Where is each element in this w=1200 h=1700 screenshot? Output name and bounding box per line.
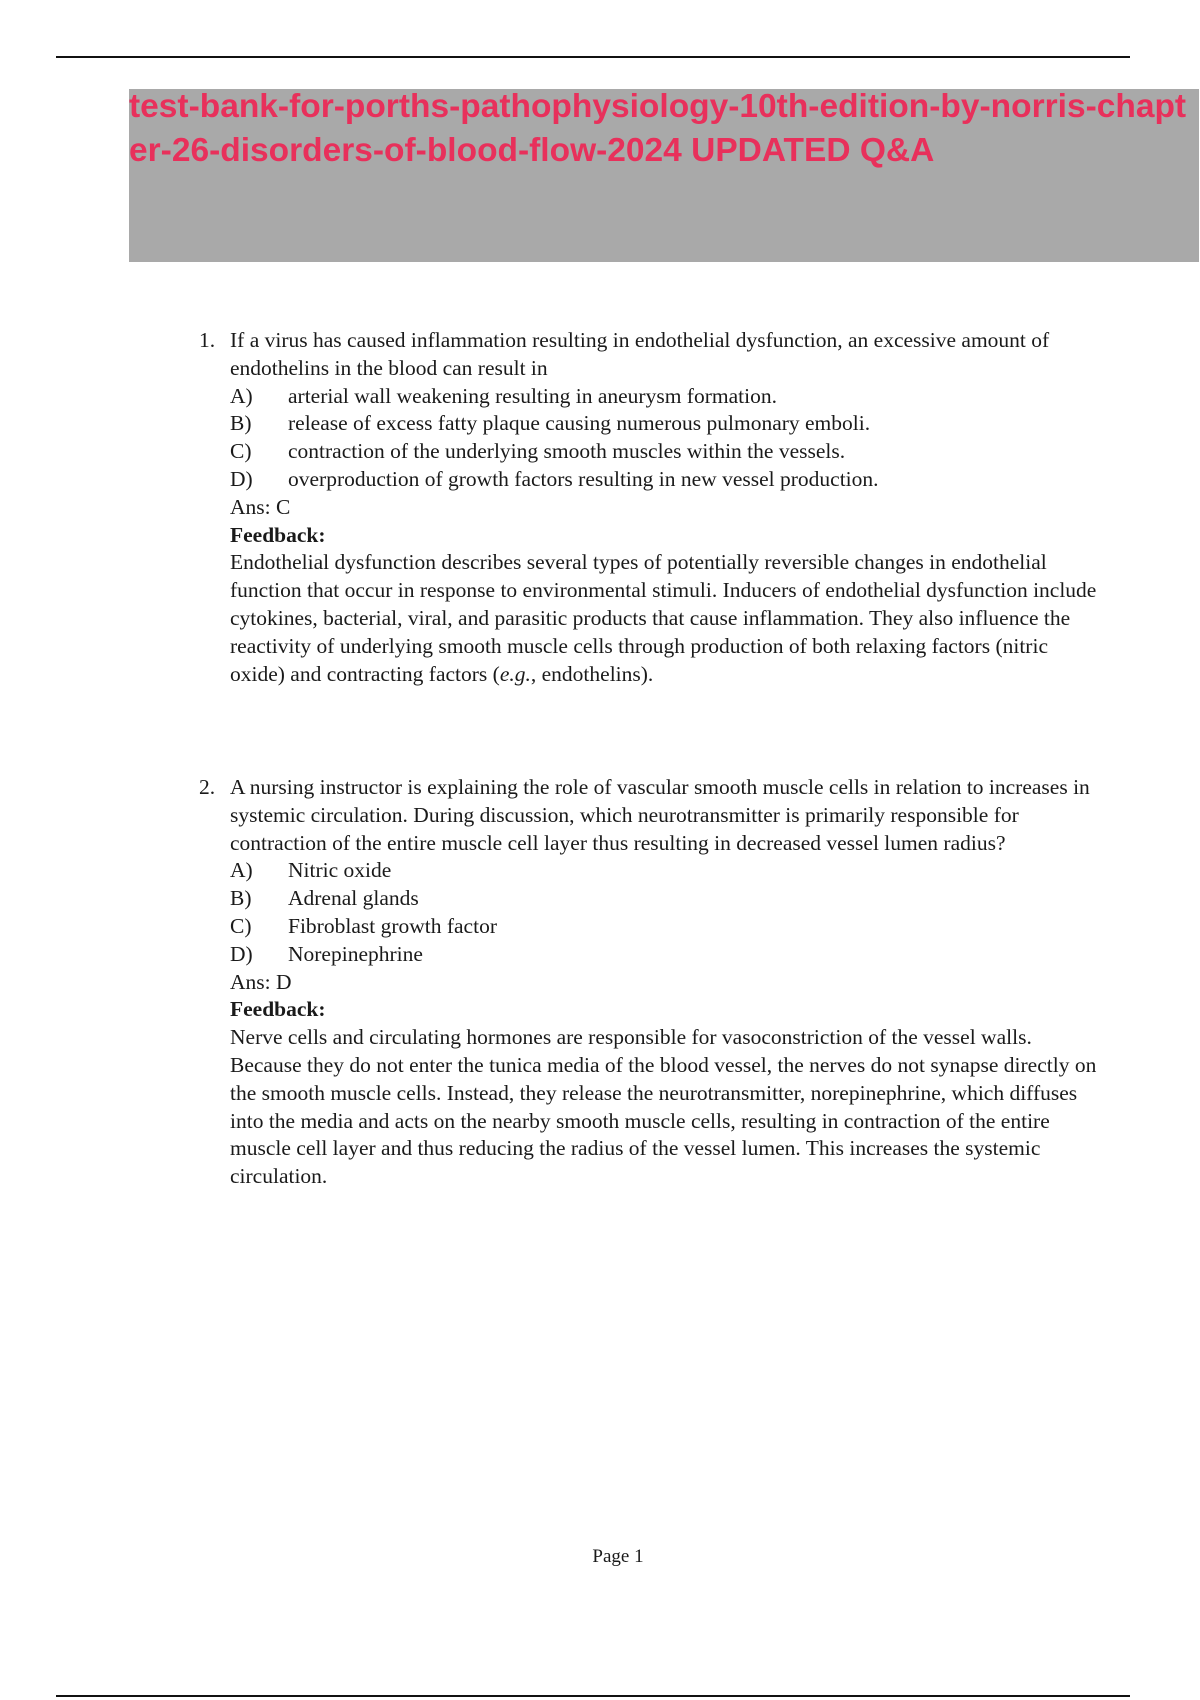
question-number: 1. (199, 328, 216, 352)
option-a (230, 383, 1099, 411)
feedback-body: Endothelial dysfunction describes several types of potentially reversible changes in endothelial function that occur in response to environmental stimuli. Inducers of endothelial dysfunction include cytokines, bacterial, viral, and parasitic products that cause inflammation. They also influence the reactivity of underlying smooth muscle cells through production of both relaxing factors (nitric oxide) and contracting factors ( (230, 550, 1097, 686)
question-text: A nursing instructor is explaining the role of vascular smooth muscle cells in relation to increases in systemic circulation. During discussion, which neurotransmitter is primarily responsible for contraction of the entire muscle cell layer thus resulting in decreased vessel lumen radius? (230, 775, 1090, 855)
feedback-italic: e.g. (499, 661, 531, 686)
question-text: If a virus has caused inflammation resulting in endothelial dysfunction, an excessive amount of endothelins in the blood can result in (230, 328, 1050, 380)
question-stem (199, 327, 1099, 383)
question-stem (199, 774, 1099, 857)
option-letter: C) (230, 439, 252, 464)
top-rule (56, 56, 1130, 58)
question-number: 2. (199, 775, 216, 799)
option-d (230, 941, 1099, 969)
feedback-text: Nerve cells and circulating hormones are responsible for vasoconstriction of the vessel walls. Because they do not enter the tunica media of the blood vessel, the nerves do not synapse directly on the smooth muscle cells. Instead, they release the neurotransmitter, norepinephrine, which diffuses into the media and acts on the nearby smooth muscle cells, resulting in contraction of the entire muscle cell layer and thus reducing the radius of the vessel lumen. This increases the systemic circulation. (230, 1025, 1097, 1189)
option-letter: C) (230, 913, 252, 938)
option-text: Nitric oxide (288, 858, 392, 883)
option-text: arterial wall weakening resulting in aneurysm formation. (288, 383, 777, 408)
answer-key: Ans: C (230, 494, 291, 519)
option-c (230, 913, 1099, 941)
option-b (230, 885, 1099, 913)
document-title: test-bank-for-porths-pathophysiology-10th-edition-by-norris-chapter-26-disorders-of-blood-flow-2024 UPDATED Q&A (129, 88, 1187, 169)
option-a (230, 857, 1099, 885)
option-text: Adrenal glands (288, 886, 419, 911)
option-letter: A) (230, 383, 253, 408)
option-text: overproduction of growth factors resulting in new vessel production. (288, 466, 879, 491)
option-letter: A) (230, 858, 253, 883)
option-text: Norepinephrine (288, 941, 423, 966)
option-letter: B) (230, 886, 252, 911)
option-c (230, 438, 1099, 466)
option-letter: D) (230, 466, 253, 491)
answer-key: Ans: D (230, 969, 292, 994)
feedback-text (199, 549, 1099, 688)
option-letter: B) (230, 411, 252, 436)
question-1 (199, 327, 1099, 688)
option-b (230, 410, 1099, 438)
page-number: Page 1 (592, 1546, 644, 1567)
feedback-tail: , endothelins). (530, 661, 654, 686)
option-letter: D) (230, 941, 253, 966)
feedback-label: Feedback: (230, 997, 326, 1022)
option-text: release of excess fatty plaque causing numerous pulmonary emboli. (288, 411, 871, 436)
option-d (230, 466, 1099, 494)
question-2 (199, 774, 1099, 1191)
option-text: contraction of the underlying smooth muscles within the vessels. (288, 439, 846, 464)
answer-options (199, 383, 1099, 494)
feedback-label: Feedback: (230, 522, 326, 547)
bottom-rule (56, 1695, 1130, 1697)
option-text: Fibroblast growth factor (288, 913, 497, 938)
answer-options (199, 857, 1099, 968)
